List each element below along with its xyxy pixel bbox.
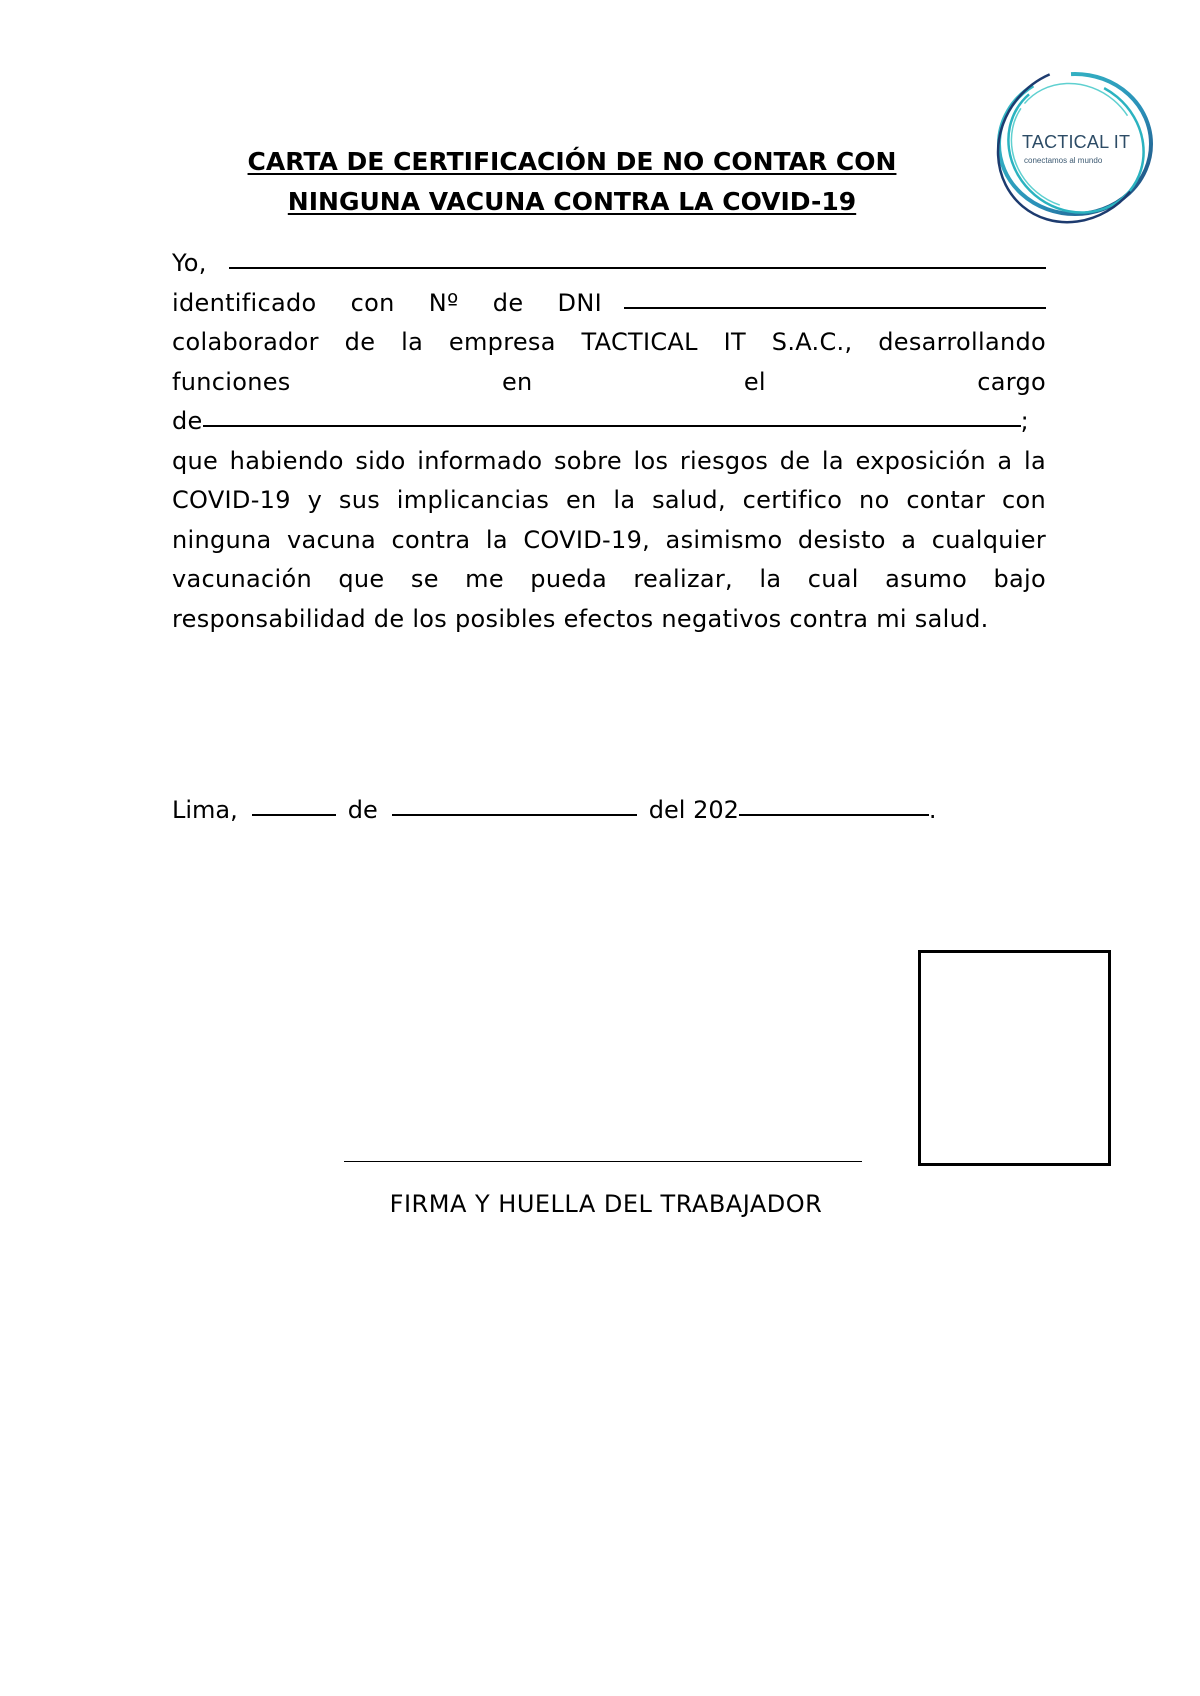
signature-line[interactable] [344,1161,862,1162]
word: Nº [428,288,459,317]
title-line-2: NINGUNA VACUNA CONTRA LA COVID-19 [287,187,857,216]
logo-tagline: conectamos al mundo [1024,156,1103,165]
semicolon: ; [1020,407,1029,435]
tactical-it-logo [990,66,1160,226]
word: S.A.C., [771,328,853,356]
fingerprint-box[interactable] [918,950,1111,1166]
word: desarrollando [878,328,1046,356]
title-line-1: CARTA DE CERTIFICACIÓN DE NO CONTAR CON [247,147,897,176]
cargo-line [172,402,1046,442]
word: identificado [172,288,317,317]
word: con [350,288,395,317]
month-blank[interactable] [392,813,637,816]
de-label: de [347,796,378,824]
date-line [172,796,937,824]
logo-name: TACTICAL IT [1022,132,1131,152]
period: . [928,796,937,824]
name-line [172,244,1046,284]
collab-line [172,323,1046,363]
city-label: Lima, [172,796,238,824]
letter-body [172,244,1046,639]
role-line [172,363,1046,403]
year-blank[interactable] [739,813,929,816]
word: de [492,288,524,317]
document-title [172,142,972,222]
cargo-blank[interactable] [203,424,1021,427]
word: el [743,367,766,396]
word: IT [723,328,746,356]
word: DNI [557,288,602,317]
dni-line [172,284,1046,324]
certification-paragraph: que habiendo sido informado sobre los riesgos de la exposición a la COVID-19 y sus implicancias en la salud, certifico no contar con ninguna vacuna contra la COVID-19, asimismo desisto a cualquier vacunación que se me pueda realizar, la cual asumo bajo responsabilidad de los posibles efectos negativos contra mi salud. [172,446,1046,633]
word: empresa [448,328,556,356]
year-prefix: del 202 [648,796,739,824]
word: en [501,367,533,396]
dni-blank[interactable] [624,306,1046,309]
word: colaborador [172,328,319,356]
word: de [344,328,376,356]
word: TACTICAL [581,328,698,356]
de-label: de [172,407,203,435]
yo-label: Yo, [172,249,207,277]
word: cargo [977,367,1046,396]
word: funciones [172,367,291,396]
day-blank[interactable] [252,813,336,816]
name-blank[interactable] [229,266,1046,269]
word: la [401,328,424,356]
signature-label: FIRMA Y HUELLA DEL TRABAJADOR [389,1190,823,1218]
